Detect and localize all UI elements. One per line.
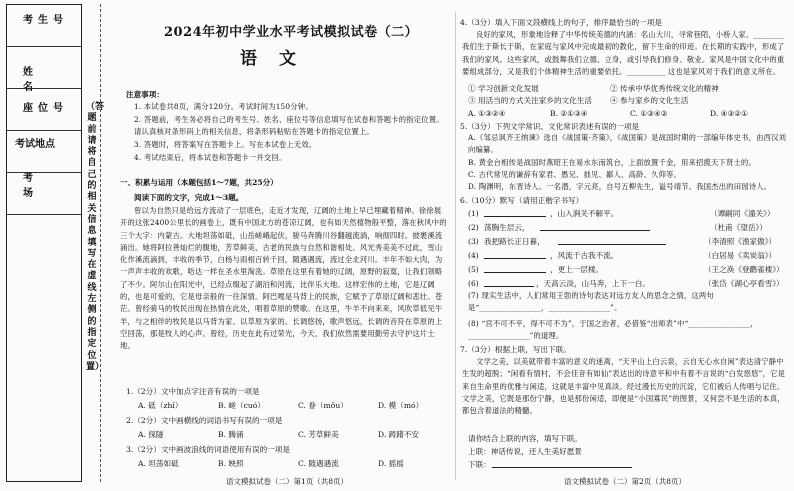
q7-task: 请你结合上联的内容，填写下联。 [468,434,582,443]
dictation-source: （杜甫《望岳》） [710,223,767,232]
binding-strip [6,4,112,482]
field-exam-location-label: 考试地点 [15,139,55,150]
q7-upper-couplet: 上联：神话传说，还人生美好愿景 [468,447,582,456]
q3-option-a: A. 坦荡如砥 [138,459,179,468]
page-divider [455,12,456,480]
dictation-blank[interactable] [484,264,546,273]
field-seat-number-label: 座位号 [23,103,68,114]
reading-instruction: 阅读下面的文字，完成1～3题。 [134,193,244,202]
dictation-blank[interactable] [484,278,534,287]
dictation-source: （白居易《卖炭翁》） [704,251,777,260]
dictation-number: (6) [468,279,479,288]
question-3: 3.（2分）文中画波浪线的词语使用有误的一项是 [126,445,290,454]
notice-1: 1. 本试卷共8页，满分120分。考试时间为150分钟。 [134,102,313,111]
dictation-text: ，更上一层楼。 [550,265,604,274]
dictation-text: 荡胸生层云， [484,223,530,232]
q1-option-a: A. 砥（zhǐ） [138,401,183,410]
dictation-source: （谭嗣同《潼关》） [710,209,775,218]
field-exam-room [7,173,81,215]
q7-passage: 文学之美，以美就带着丰富的意义的迷离，“天平山上白云泉，云自无心水自闲”表达清宁静中生发的超脱；“闲看有情村，不会佳音有如仙”表达出的诗意平和中有着不言说的“白发悠悠”，它是来自生命里的优雅与闲适，这就是丰富中见真淡。经过漫长历史的沉淀，它们被后人传唱与记住。文学之美，它既是那份宁静，也是那份闲适，即便是“小国寡民”的图景，又何尝不是生活的本真，都包含着道法的精髓。 [462,357,786,416]
dictation-source: （李清照《渔家傲》） [704,237,777,246]
q3-option-b: B. 映照 [218,459,244,468]
q4-item-1: ① 学习创新文化发展 [468,84,539,93]
subject-title: 语文 [240,49,318,69]
field-exam-number [7,5,81,47]
dictation-source: （张岱《湖心亭看雪》） [704,279,784,288]
dictation-source: （王之涣《登鹳雀楼》） [704,265,784,274]
field-exam-number-label: 考生号 [23,15,68,26]
dictation-number: (5) [468,265,479,274]
field-name [7,47,81,93]
q2-option-a: A. 探隧 [138,430,164,439]
q2-option-d: D. 踌躇不安 [378,430,420,439]
dictation-text: ，风流千古我不流。 [550,251,619,260]
q3-option-d: D. 摇摇 [378,459,404,468]
dictation-item-7: (7) 现实生活中，人们常用王勃的诗句表达对远方友人的思念之情，这两句是“________________，________________”。 [468,291,714,313]
field-exam-location [7,131,81,173]
dictation-number: (2) [468,223,479,232]
notice-4: 4. 考试结束后，将本试卷和答题卡一并交回。 [134,153,287,162]
question-6: 6.（10分）默写（请用正楷字书写） [460,196,584,205]
q7-lower-label: 下联： [468,460,491,469]
q5-option-a: A.《邹忌讽齐王纳谏》选自《战国策·齐策》，《战国策》是战国时期的一部编年体史书，由西汉刘向编纂。 [468,133,787,155]
q4-option-a: A. ①③②④ [468,109,506,118]
dictation-text: ，天高云淡，山马奔，上下一白。 [536,279,650,288]
exam-title: 2024年初中学业水平考试模拟试卷（二） [164,25,419,40]
q2-option-c: C. 芳草鲜美 [298,430,339,439]
field-exam-room-label: 考场 [23,173,57,199]
dictation-number: (1) [468,209,479,218]
candidate-info-table [6,4,82,482]
page-1 [116,0,454,491]
reading-passage: 曾以为自然只是给远方流动了一层底色，走近才发现，辽阔的土地上早已埋藏着精神。徐徐展开的这张2400公里长的画卷上，既有中国北方的苍凉辽阔，也有如天然植物般平整，落在秋风中的三个大字：内蒙古。大地坦荡如砥，山岳嵯峨起伏，骏马奔腾川谷翻越流淌，响彻四时。披裹溪流涌出。她将阿拉善灿烂的腹地，芳草鲜美，古老的民族与自然和谐相处。风光秀美美不过此，雪山化作溪流滴到，丰收的季节，白杨与雨相百转千回，随遇遇流，流过全北河川。丰年不如大肉，为一声声丰收的欢歌，哈达一样在圣水里淘洗。草原在这里有着她的辽阔，原野的寂寞，让我们领略了不少。阿尔山在阳光中，已经点缀起了湖泊和河流，比伴乐大地。这样宏伟的土地，它是辽阔的，也是可爱的，它是母亲般的一往深情。阿巴嘎是马背上的民族，它赋予了草原辽阔和悲壮、苍茫。曾经骑马的牧民出现在热情在此处，唱着草原的赞歌。在这里，牛羊不向来来，风吹草低见牛羊，与之相伴的牧民是以马背为家、以草原为家的。长调悠扬，歌声悠远，长调的音符在草原的上空回荡，那是牧人的心声。曾经，历史在此有过荣光，今天，我们依然需要用勤劳去守护这片土地。 [120,206,447,351]
q1-option-c: C. 眷（mǒu） [298,401,348,410]
q1-option-d: D. 模（mó） [378,401,424,410]
dictation-blank[interactable] [558,236,666,245]
page-2-footer: 语文模拟试卷（二）第2页（共8页） [564,477,687,486]
field-seat-number [7,89,81,131]
question-7: 7.（3分）根据上联，写出下联。 [460,345,571,354]
q4-passage: 良好的家风，形象地诠释了中华传统美德的内涵：名山大川，寻常巷陌，小桥人家。________我们生于斯长于斯，在家庭与家风中完成最初的教化，留下生命的印迹。在长期的实践中，形成了我们的家风。这些家风，或鼓舞我们立德、立身，或引导我们修身、敬业。家风是中国文化中的重要组成部分，又是我们个体精神生活的重要依托。__________ 这也是家风对于我们的意义所在。 [462,30,785,76]
question-1: 1.（2分）文中加点字注音有误的一项是 [126,387,260,396]
notice-3: 3. 答题时，将答案写在答题卡上。写在本试卷上无效。 [134,140,317,149]
q4-option-c: C. ①③④② [630,109,668,118]
dictation-blank[interactable] [484,250,546,259]
dictation-blank[interactable] [484,208,546,217]
page-1-footer: 语文模拟试卷（二）第1页（共8页） [226,477,349,486]
q4-item-3: ③ 用活当的方式关注家乡的文化生活 [468,96,592,105]
q5-option-c: C. 古代常见的谦辞有家君、愚兄、拙见、鄙人、高龄、久仰等。 [468,170,681,179]
question-2: 2.（2分）文中画横线的词语书写有误的一项是 [126,416,283,425]
q5-option-b: B. 黄金台相传是战国时燕昭王在易水东南筑台，上面放置千金，用来招揽天下贤士的。 [468,158,756,167]
dictation-text: 我把路长正日暮， [484,237,545,246]
field-name-label: 姓名 [23,67,55,93]
q4-option-b: B. ②①③④ [550,109,588,118]
q4-item-2: ② 传承中华优秀传统文化的精神 [610,84,719,93]
q7-lower-blank[interactable] [492,459,632,468]
page-2 [458,0,790,491]
q3-option-c: C. 随遇遇流 [298,459,339,468]
q4-option-d: D. ④③②① [710,109,748,118]
dictation-text: ，山入涧关不解平。 [550,209,619,218]
fold-dashed-line [100,4,101,482]
question-5: 5.（3分）下列文学常识、文化常识表述有误的一项是 [460,122,640,131]
question-4: 4.（3分）填入下面文段横线上的句子，排序最恰当的一项是 [460,18,662,27]
q4-item-4: ④ 参与家乡的文化生活 [610,96,689,105]
dictation-item-8: (8) “宫不可不平，得不可不为”，于国之治者，必借鉴“出师表”中“________________，________________”的道理。 [468,319,758,341]
notice-2: 2. 答题前，考生务必将自己的考生号、姓名、座位号等信息填写在试卷和答题卡的指定位置。请认真核对条形码上的相关信息，将条形码粘贴在答题卡的指定位置上。 [134,115,444,137]
q5-option-d: D. 陶渊明，东晋诗人。一名潜，字元亮，自号五柳先生，谥号靖节。我国杰出的田园诗人。 [468,182,772,191]
dictation-blank[interactable] [540,222,650,231]
section-1-title: 一、积累与运用（本题包括1～7题，共25分） [120,178,278,187]
binding-instruction: （答题前请将自己的相关信息填写在虚线左侧的指定位置） [86,102,105,372]
notice-heading: 注意事项： [126,90,164,99]
q2-option-b: B. 腾涌 [218,430,244,439]
q1-option-b: B. 嵯（cuó） [218,401,265,410]
dictation-number: (4) [468,251,479,260]
dictation-number: (3) [468,237,479,246]
